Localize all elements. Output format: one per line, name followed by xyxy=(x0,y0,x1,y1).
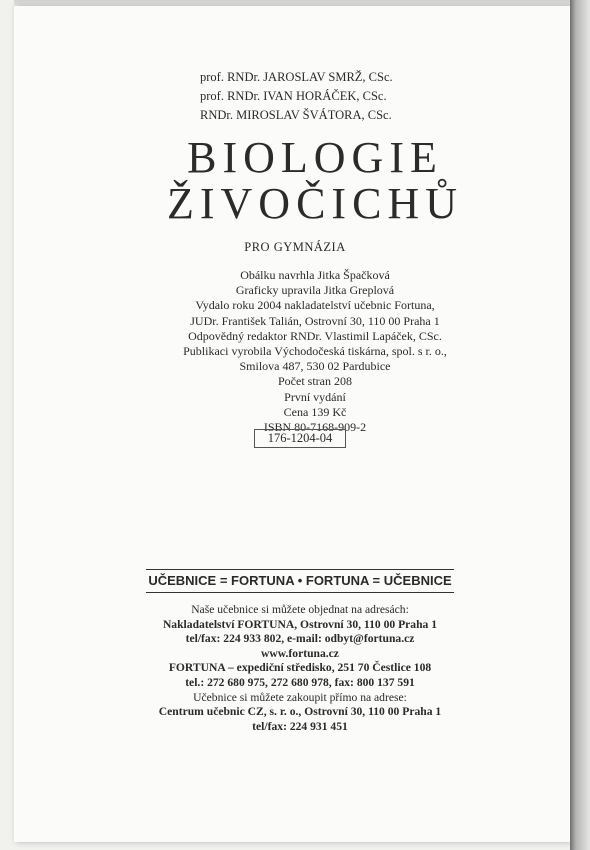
order-line: Naše učebnice si můžete objednat na adresách: xyxy=(191,603,409,616)
title-line-2: ŽIVOČICHŮ xyxy=(167,179,463,228)
order-line: tel/fax: 224 931 451 xyxy=(252,719,348,733)
order-line: Učebnice si můžete zakoupit přímo na adrese: xyxy=(193,690,407,704)
author-line: prof. RNDr. IVAN HORÁČEK, CSc. xyxy=(200,89,387,103)
book-spine-edge xyxy=(570,0,590,850)
colophon-line: JUDr. František Talián, Ostrovní 30, 110 00 Praha 1 xyxy=(190,313,440,328)
colophon-line: ISBN 80-7168-909-2 xyxy=(263,420,367,435)
author-line: RNDr. MIROSLAV ŠVÁTORA, CSc. xyxy=(200,108,392,122)
order-line: Nakladatelství FORTUNA, Ostrovní 30, 110 00 Praha 1 xyxy=(162,617,438,631)
colophon-line: Počet stran 208 xyxy=(278,374,352,389)
colophon-line: Odpovědný redaktor RNDr. Vlastimil Lapáček, CSc. xyxy=(188,328,442,343)
colophon-line: Smilova 487, 530 02 Pardubice xyxy=(239,359,391,374)
book-subtitle: PRO GYMNÁZIA xyxy=(244,240,346,254)
order-line: Centrum učebnic CZ, s. r. o., Ostrovní 30, 110 00 Praha 1 xyxy=(158,705,442,719)
order-line: FORTUNA – expediční středisko, 251 70 Čestlice 108 xyxy=(168,661,432,675)
catalog-number-box: 176-1204-04 xyxy=(254,429,346,448)
book-title xyxy=(150,135,480,227)
order-info-block xyxy=(130,603,470,734)
order-line: tel/fax: 224 933 802, e-mail: odbyt@fortuna.cz xyxy=(185,632,415,646)
order-line: www.fortuna.cz xyxy=(261,646,339,660)
colophon-block xyxy=(150,268,480,435)
colophon-line: Publikaci vyrobila Východočeská tiskárna, spol. s r. o., xyxy=(183,344,447,359)
order-line: tel.: 272 680 975, 272 680 978, fax: 800 137 591 xyxy=(185,675,415,689)
colophon-line: Vydalo roku 2004 nakladatelství učebnic Fortuna, xyxy=(195,298,435,313)
colophon-line: Obálku navrhla Jitka Špačková xyxy=(240,268,390,282)
title-line-1: BIOLOGIE xyxy=(187,133,443,182)
authors-block xyxy=(200,68,460,125)
colophon-line: První vydání xyxy=(284,389,346,404)
colophon-line: Graficky upravila Jitka Greplová xyxy=(235,283,395,298)
publisher-slogan: UČEBNICE = FORTUNA • FORTUNA = UČEBNICE xyxy=(146,569,454,593)
colophon-line: Cena 139 Kč xyxy=(283,404,347,419)
author-line: prof. RNDr. JAROSLAV SMRŽ, CSc. xyxy=(200,70,393,84)
